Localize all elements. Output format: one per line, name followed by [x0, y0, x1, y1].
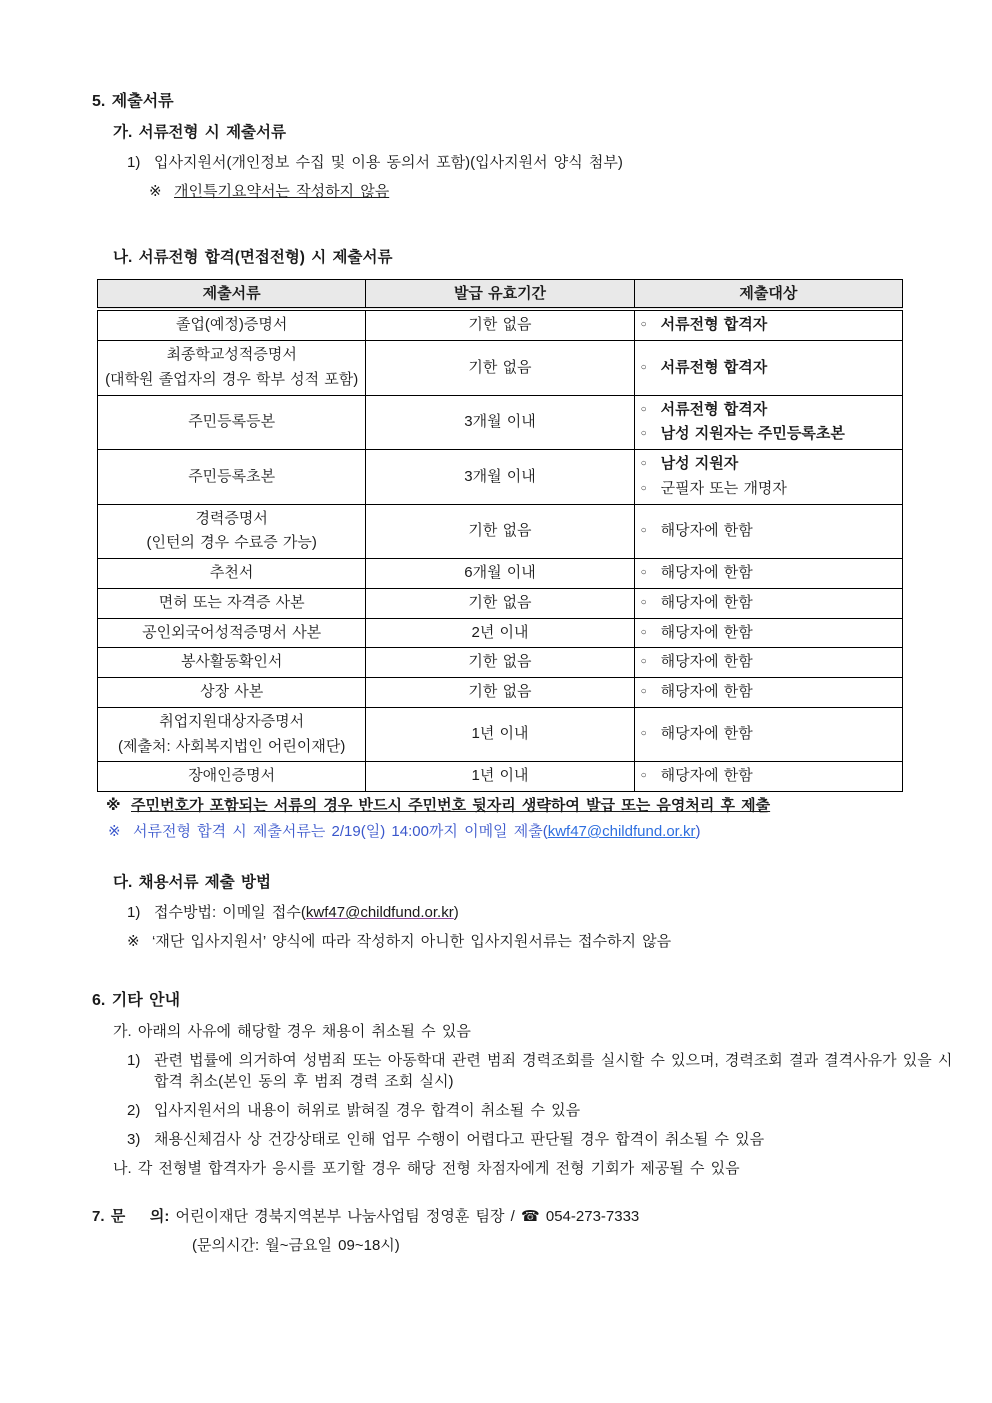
- validity-cell: 3개월 이내: [366, 395, 634, 450]
- section-6b-line: [113, 1158, 962, 1180]
- target-entry: [641, 561, 896, 586]
- validity-cell: 기한 없음: [366, 309, 634, 340]
- section-5c-title: 채용서류 제출 방법: [138, 873, 271, 891]
- note-text: [133, 821, 701, 843]
- table-row: [98, 395, 903, 450]
- phone-icon: ☎: [521, 1208, 540, 1226]
- column-header-target: 제출대상: [634, 279, 902, 309]
- document-cell: [98, 588, 366, 618]
- circle-bullet-icon: ○: [640, 458, 647, 470]
- circle-bullet-icon: ○: [640, 626, 647, 638]
- circle-bullet-icon: ○: [640, 567, 647, 579]
- document-line: (인턴의 경우 수료증 가능): [146, 534, 317, 552]
- target-cell: [634, 559, 902, 589]
- target-text: 서류전형 합격자: [660, 400, 768, 418]
- item-text: [154, 902, 459, 924]
- contact-label: 문 의:: [110, 1208, 170, 1226]
- target-entry: [641, 313, 896, 338]
- target-entry: [641, 680, 896, 705]
- section-5-heading: [92, 90, 962, 113]
- table-row: [98, 648, 903, 678]
- section-6a-line: [113, 1021, 962, 1043]
- document-cell: [98, 648, 366, 678]
- validity-cell: 3개월 이내: [366, 450, 634, 505]
- table-row: [98, 504, 903, 559]
- table-row: [98, 707, 903, 762]
- document-line: (대학원 졸업자의 경우 학부 성적 포함): [105, 370, 359, 388]
- target-text: 군필자 또는 개명자: [660, 479, 787, 497]
- circle-bullet-icon: ○: [640, 403, 647, 415]
- section-5c-item-1: [127, 902, 962, 924]
- section-5a-title: 서류전형 시 제출서류: [138, 124, 286, 142]
- circle-bullet-icon: ○: [640, 361, 647, 373]
- section-6-item-1: [127, 1050, 962, 1094]
- contact-text: 어린이재단 경북지역본부 나눔사업팀 정영훈 팀장 /: [175, 1208, 515, 1226]
- table-note-resident-number: [106, 795, 962, 817]
- validity-cell: 2년 이내: [366, 618, 634, 648]
- contact-line: [92, 1206, 962, 1228]
- target-text: 해당자에 한함: [660, 653, 753, 671]
- reference-mark: ※: [108, 822, 121, 840]
- document-line: (제출처: 사회복지법인 어린이재단): [117, 737, 346, 755]
- target-entry: [641, 591, 896, 616]
- target-cell: [634, 762, 902, 792]
- document-cell: [98, 341, 366, 396]
- circle-bullet-icon: ○: [640, 686, 647, 698]
- document-line: 주민등록등본: [188, 413, 276, 430]
- validity-cell: 기한 없음: [366, 588, 634, 618]
- section-6-item-2: [127, 1100, 962, 1122]
- validity-cell: 기한 없음: [366, 678, 634, 708]
- section-5c-note: [127, 931, 962, 953]
- target-text: 해당자에 한함: [660, 767, 753, 785]
- section-6a-text: 아래의 사유에 해당할 경우 채용이 취소될 수 있음: [137, 1022, 471, 1040]
- circle-bullet-icon: ○: [640, 482, 647, 494]
- document-cell: [98, 678, 366, 708]
- table-row: [98, 559, 903, 589]
- target-text: 남성 지원자는 주민등록초본: [660, 425, 845, 443]
- section-5a-item-1: [127, 152, 962, 174]
- item-text: 입사지원서(개인정보 수집 및 이용 동의서 포함)(입사지원서 양식 첨부): [154, 153, 623, 171]
- circle-bullet-icon: ○: [640, 319, 647, 331]
- section-5-title: 제출서류: [111, 93, 174, 110]
- target-text: 해당자에 한함: [660, 725, 753, 743]
- circle-bullet-icon: ○: [640, 428, 647, 440]
- circle-bullet-icon: ○: [640, 728, 647, 740]
- submission-documents-table: [97, 279, 903, 793]
- document-cell: [98, 762, 366, 792]
- validity-cell: 1년 이내: [366, 762, 634, 792]
- target-entry: [641, 398, 896, 423]
- document-cell: [98, 504, 366, 559]
- target-text: 해당자에 한함: [660, 623, 753, 641]
- document-line: 공인외국어성적증명서 사본: [142, 623, 322, 641]
- validity-cell: 6개월 이내: [366, 559, 634, 589]
- table-row: [98, 341, 903, 396]
- document-line: 졸업(예정)증명서: [175, 316, 288, 334]
- table-row: [98, 762, 903, 792]
- section-6b-text: 각 전형별 합격자가 응시를 포기할 경우 해당 전형 차점자에게 전형 기회가 제공될 수 있음: [137, 1159, 740, 1177]
- document-line: 주민등록초본: [188, 467, 276, 485]
- target-text: 해당자에 한함: [660, 564, 753, 582]
- target-cell: [634, 707, 902, 762]
- section-7-number: 7.: [92, 1208, 105, 1226]
- document-cell: [98, 395, 366, 450]
- document-line: 봉사활동확인서: [180, 653, 283, 671]
- note-prefix: 서류전형 합격 시 제출서류는 2/19(일) 14:00까지 이메일 제출(: [133, 822, 548, 840]
- section-5a-note: [149, 181, 962, 203]
- item-marker: 1): [127, 1051, 141, 1069]
- reference-mark: ※: [149, 183, 162, 201]
- table-row: [98, 618, 903, 648]
- target-entry: [641, 519, 896, 544]
- document-line: 추천서: [209, 564, 254, 582]
- target-entry: [641, 452, 896, 477]
- table-row: [98, 450, 903, 505]
- column-header-document: 제출서류: [98, 279, 366, 309]
- document-cell: [98, 450, 366, 505]
- target-cell: [634, 309, 902, 340]
- email-link[interactable]: kwf47@childfund.or.kr: [305, 904, 454, 922]
- target-text: 서류전형 합격자: [660, 358, 768, 376]
- section-5a-label: 가.: [113, 124, 133, 142]
- item-marker: 1): [127, 153, 141, 171]
- item-prefix: 접수방법: 이메일 접수(: [154, 904, 306, 922]
- target-cell: [634, 588, 902, 618]
- item-marker: 3): [127, 1130, 141, 1148]
- section-5-number: 5.: [92, 93, 106, 110]
- target-text: 해당자에 한함: [660, 522, 753, 539]
- email-link[interactable]: kwf47@childfund.or.kr: [547, 822, 696, 840]
- circle-bullet-icon: ○: [640, 770, 647, 782]
- target-text: 서류전형 합격자: [660, 316, 768, 334]
- table-note-deadline: [108, 821, 962, 843]
- table-header: [98, 279, 903, 309]
- target-entry: [641, 621, 896, 646]
- reference-mark: ※: [127, 932, 140, 950]
- section-6-item-3: [127, 1129, 962, 1151]
- document-line: 면허 또는 자격증 사본: [158, 593, 305, 611]
- item-text: 채용신체검사 상 건강상태로 인해 업무 수행이 어렵다고 판단될 경우 합격이 취소될 수 있음: [154, 1130, 765, 1148]
- section-5c-label: 다.: [113, 873, 133, 891]
- target-text: 해당자에 한함: [660, 593, 753, 611]
- target-cell: [634, 395, 902, 450]
- target-entry: [641, 422, 896, 447]
- item-suffix: ): [453, 904, 459, 922]
- document-line: 상장 사본: [200, 683, 264, 701]
- target-cell: [634, 504, 902, 559]
- item-marker: 2): [127, 1102, 141, 1120]
- table-row: [98, 678, 903, 708]
- target-entry: [641, 764, 896, 789]
- note-suffix: ): [695, 822, 701, 840]
- document-cell: [98, 618, 366, 648]
- contact-hours: (문의시간: 월~금요일 09~18시): [192, 1237, 400, 1255]
- target-entry: [641, 722, 896, 747]
- item-text: 관련 법률에 의거하여 성범죄 또는 아동학대 관련 범죄 경력조회를 실시할 수 있으며, 경력조회 결과 결격사유가 있을 시 합격 취소(본인 동의 후 범죄 경력 조회 실시): [154, 1051, 953, 1091]
- section-5a-heading: [113, 122, 962, 144]
- section-5c-heading: [113, 872, 962, 894]
- circle-bullet-icon: ○: [640, 656, 647, 668]
- section-6-number: 6.: [92, 991, 106, 1009]
- note-text: 개인특기요약서는 작성하지 않음: [174, 183, 390, 201]
- contact-phone: 054-273-7333: [545, 1208, 640, 1226]
- circle-bullet-icon: ○: [640, 525, 647, 536]
- document-cell: [98, 309, 366, 340]
- validity-cell: 기한 없음: [366, 648, 634, 678]
- section-6-title: 기타 안내: [111, 991, 181, 1009]
- target-entry: [641, 477, 896, 502]
- section-6b-label: 나.: [113, 1159, 132, 1177]
- target-text: 해당자에 한함: [660, 683, 753, 701]
- target-text: 남성 지원자: [660, 455, 739, 473]
- table-row: [98, 309, 903, 340]
- section-5b-title: 서류전형 합격(면접전형) 시 제출서류: [138, 249, 393, 267]
- item-text: 입사지원서의 내용이 허위로 밝혀질 경우 합격이 취소될 수 있음: [154, 1102, 581, 1120]
- target-cell: [634, 618, 902, 648]
- target-entry: [641, 650, 896, 675]
- validity-cell: 기한 없음: [366, 341, 634, 396]
- target-cell: [634, 450, 902, 505]
- section-6-heading: [92, 989, 962, 1012]
- note-text: 주민번호가 포함되는 서류의 경우 반드시 주민번호 뒷자리 생략하여 발급 또는 음영처리 후 제출: [131, 797, 771, 815]
- table-row: [98, 588, 903, 618]
- table-body: [98, 309, 903, 791]
- section-5b-heading: [113, 247, 962, 269]
- item-marker: 1): [127, 904, 141, 922]
- section-6a-label: 가.: [113, 1022, 132, 1040]
- document-line: 취업지원대상자증명서: [159, 712, 305, 730]
- validity-cell: 기한 없음: [366, 504, 634, 559]
- target-cell: [634, 648, 902, 678]
- document-line: 경력증명서: [195, 509, 268, 527]
- document-line: 최종학교성적증명서: [166, 346, 297, 364]
- table-header-row: [98, 279, 903, 309]
- column-header-validity: 발급 유효기간: [366, 279, 634, 309]
- document-cell: [98, 707, 366, 762]
- circle-bullet-icon: ○: [640, 596, 647, 608]
- document-cell: [98, 559, 366, 589]
- note-text: ‘재단 입사지원서’ 양식에 따라 작성하지 아니한 입사지원서류는 접수하지 않음: [152, 932, 672, 950]
- validity-cell: 1년 이내: [366, 707, 634, 762]
- target-cell: [634, 678, 902, 708]
- target-entry: [641, 356, 896, 381]
- target-cell: [634, 341, 902, 396]
- document-line: 장애인증명서: [188, 767, 276, 785]
- section-5b-label: 나.: [113, 249, 133, 267]
- reference-mark: ※: [106, 797, 121, 815]
